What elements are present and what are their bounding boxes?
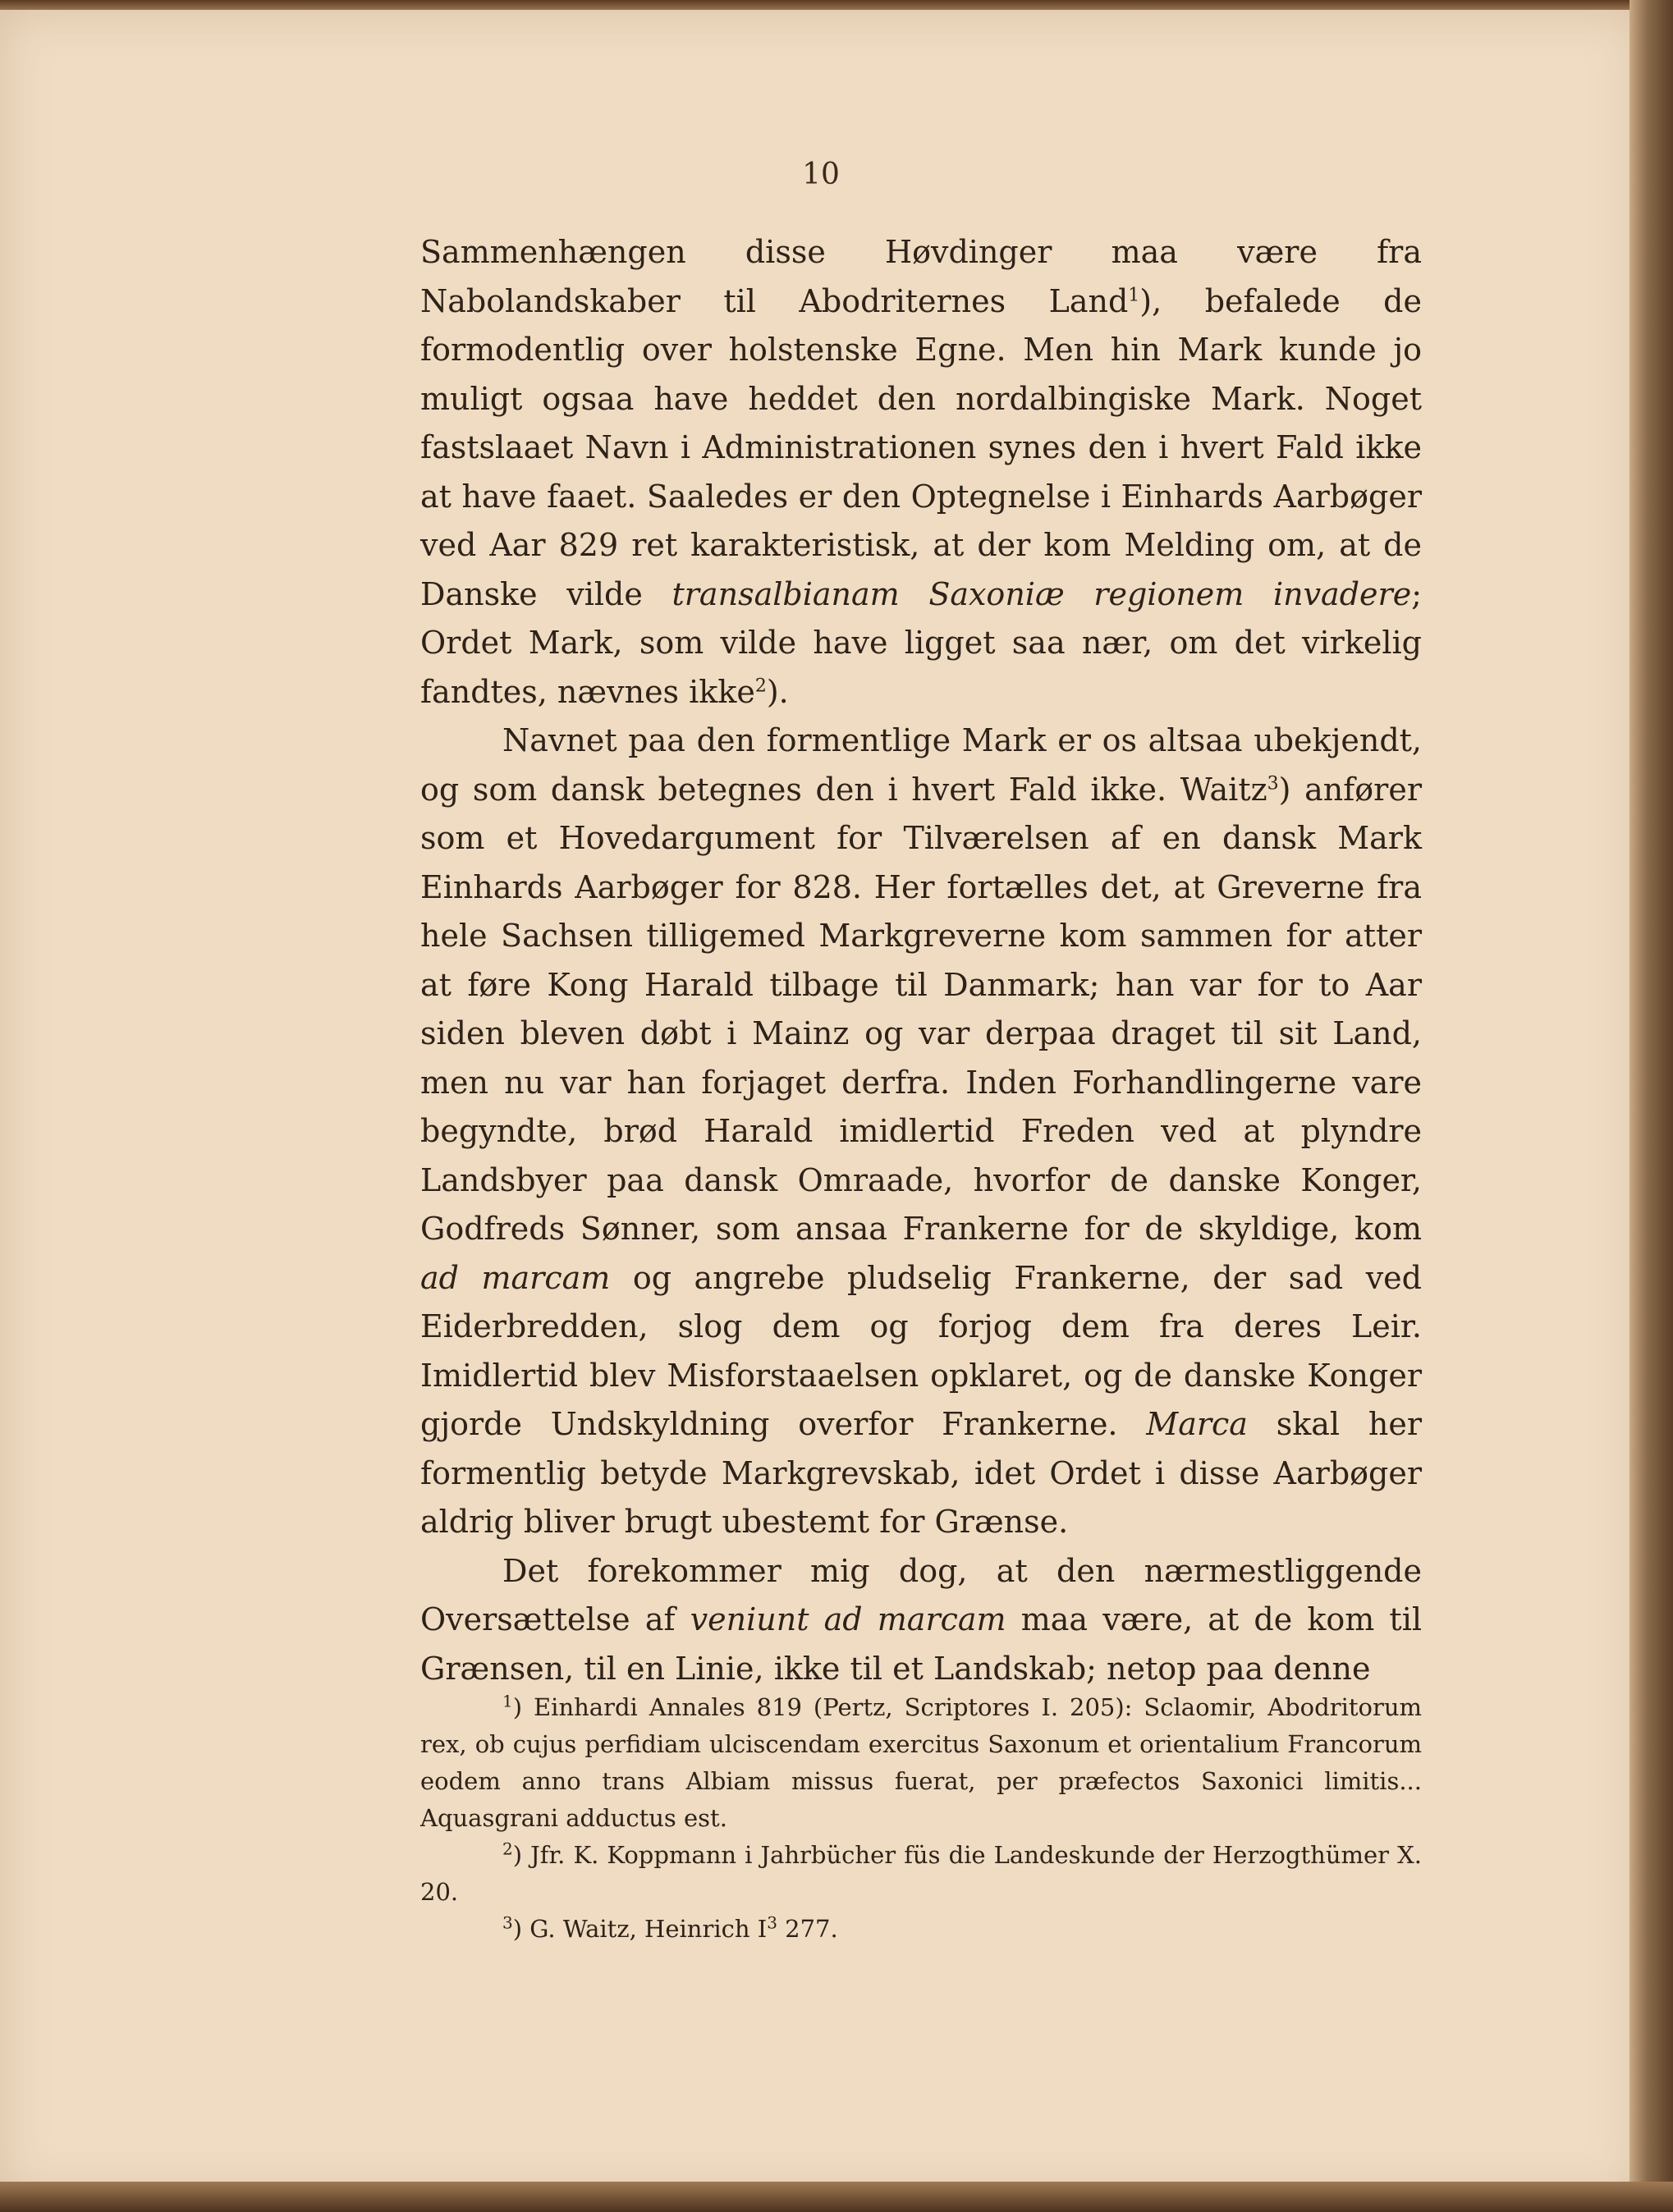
page-number: 10 (802, 158, 840, 191)
footnote-ref-1: 1 (1128, 284, 1140, 305)
latin-phrase-veniunt: veniunt ad marcam (690, 1601, 1006, 1637)
paragraph-3: Det forekommer mig dog, at den nærmestliggende Oversættelse af veniunt ad marcam maa være, at de kom til Grænsen, til en Linie, ikke til et Landskab; netop paa denne (420, 1552, 1422, 1687)
footnote-ref-3: 3 (1267, 772, 1279, 794)
latin-phrase-ad-marcam: ad marcam (420, 1259, 611, 1296)
paragraph-2: Navnet paa den formentlige Mark er os altsaa ubekjendt, og som dansk betegnes den i hvert Fald ikke. Waitz$^3$) anfører som et Hovedargument for Tilværelsen af en dansk Mark Einhards Aarbøger for 828. Her fortælles det, at Greverne fra hele Sachsen tilligemed Markgreverne kom sammen for atter at føre Kong Harald tilbage til Danmark; han var for to Aar siden bleven døbt i Mainz og var derpaa draget til sit Land, men nu var han forjaget derfra. Inden Forhandlingerne vare begyndte, brød Harald imidlertid Freden ved at plyndre Landsbyer paa dansk Omraade, hvorfor de danske Konger, Godfreds Sønner, som ansaa Frankerne for de skyldige, kom ad marcam og angrebe pludselig Frankerne, der sad ved Eiderbredden, slog dem og forjog dem fra deres Leir. Imidlertid blev Misforstaaelsen opklaret, og de danske Konger gjorde Undskyldning overfor Frankerne. Marca skal her formentlig betyde Markgrevskab, idet Ordet i disse Aarbøger aldrig bliver brugt ubestemt for Grænse. (420, 722, 1423, 1540)
footnote-2: $^2$) Jfr. K. Koppmann i Jahrbücher füs die Landeskunde der Herzogthümer X. 20. (420, 1839, 1422, 1906)
footnote-ref-2: 2 (754, 675, 767, 696)
latin-word-marca: Marca (1146, 1406, 1248, 1442)
page-bottom-edge (0, 2182, 1673, 2212)
footnote-3: $^3$) G. Waitz, Heinrich I$^3$ 277. (502, 1912, 838, 1943)
latin-quote: transalbianam Saxoniæ regionem invadere (671, 575, 1412, 612)
footnotes (420, 1689, 1422, 1948)
body-text (420, 228, 1422, 1693)
book-spine-edge (1629, 0, 1673, 2212)
paragraph-1: Sammenhængen disse Høvdinger maa være fra Nabolandskaber til Abodriternes Land$^1$), befalede de formodentlig over holstenske Egne. Men hin Mark kunde jo muligt ogsaa have heddet den nordalbingiske Mark. Noget fastslaaet Navn i Administrationen synes den i hvert Fald ikke at have faaet. Saaledes er den Optegnelse i Einhards Aarbøger ved Aar 829 ret karakteristisk, at der kom Melding om, at de Danske vilde transalbianam Saxoniæ regionem invadere; Ordet Mark, som vilde have ligget saa nær, om det virkelig fandtes, nævnes ikke$^2$). (420, 234, 1422, 710)
footnote-1: $^1$) Einhardi Annales 819 (Pertz, Scriptores I. 205): Sclaomir, Abodritorum rex, ob cujus perfidiam ulciscendam exercitus Saxonum et orientalium Francorum eodem anno trans Albiam missus fuerat, per præfectos Saxonici limitis... Aquasgrani adductus est. (420, 1691, 1422, 1832)
